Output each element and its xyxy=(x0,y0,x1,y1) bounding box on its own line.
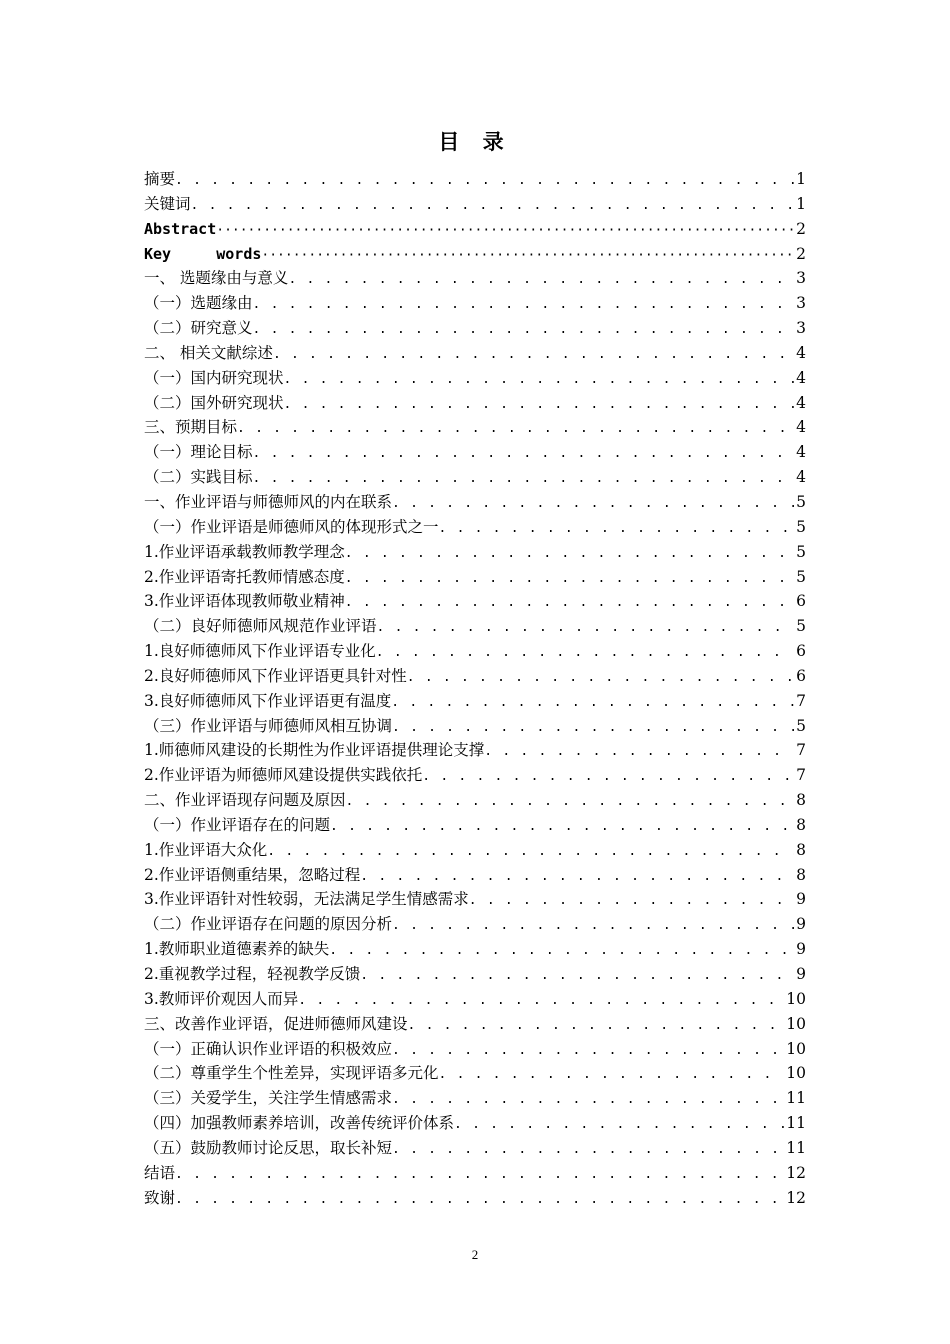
toc-leader-dots xyxy=(360,865,794,888)
table-of-contents xyxy=(144,167,806,1210)
toc-leader-dots xyxy=(191,194,795,217)
toc-entry-page: 1 xyxy=(796,194,806,213)
toc-leader-dots xyxy=(273,343,794,366)
toc-entry xyxy=(144,540,806,565)
toc-entry xyxy=(144,987,806,1012)
toc-entry xyxy=(144,714,806,739)
toc-entry-page: 4 xyxy=(796,393,806,412)
toc-entry-title: （一）作业评语存在的问题 xyxy=(144,815,331,834)
toc-entry xyxy=(144,291,806,316)
toc-leader-dots xyxy=(422,765,794,788)
toc-leader-dots xyxy=(469,889,794,912)
toc-leader-dots xyxy=(175,169,794,192)
toc-entry-page: 4 xyxy=(796,343,806,362)
toc-entry-title: Abstract xyxy=(144,219,217,238)
toc-entry xyxy=(144,440,806,465)
toc-entry xyxy=(144,515,806,540)
toc-leader-dots xyxy=(439,1063,785,1086)
toc-entry xyxy=(144,316,806,341)
toc-entry xyxy=(144,838,806,863)
toc-leader-dots xyxy=(376,641,794,664)
toc-entry-page: 9 xyxy=(796,890,806,909)
toc-entry-page: 5 xyxy=(796,517,806,536)
toc-entry-title: （二）国外研究现状 xyxy=(144,393,284,412)
toc-title: 目 录 xyxy=(438,130,512,154)
toc-leader-dots xyxy=(261,244,794,267)
toc-leader-dots xyxy=(175,1163,784,1186)
toc-entry xyxy=(144,738,806,763)
toc-leader-dots xyxy=(408,1014,785,1037)
toc-leader-dots xyxy=(253,293,795,316)
toc-entry-page: 11 xyxy=(786,1089,806,1108)
toc-entry-title: 3.教师评价观因人而异 xyxy=(144,989,299,1008)
toc-leader-dots xyxy=(253,318,795,341)
toc-leader-dots xyxy=(392,492,794,515)
toc-entry xyxy=(144,614,806,639)
toc-entry-page: 7 xyxy=(796,741,806,760)
toc-entry-page: 5 xyxy=(796,542,806,561)
toc-entry-page: 7 xyxy=(796,691,806,710)
toc-entry-page: 8 xyxy=(796,865,806,884)
toc-entry xyxy=(144,1186,806,1211)
toc-entry-title: （二）作业评语存在问题的原因分析 xyxy=(144,915,393,934)
toc-entry-title: 2.作业评语侧重结果，忽略过程 xyxy=(144,865,361,884)
toc-entry-title: 三、改善作业评语，促进师德师风建设 xyxy=(144,1014,408,1033)
toc-entry-page: 5 xyxy=(796,492,806,511)
toc-entry-page: 2 xyxy=(796,219,806,238)
toc-entry-page: 1 xyxy=(796,170,806,188)
toc-entry-title: 致谢 xyxy=(144,1188,176,1207)
toc-entry-title: 2.重视教学过程，轻视教学反馈 xyxy=(144,965,361,983)
toc-entry-title: （一）作业评语是师德师风的体现形式之一 xyxy=(144,517,439,536)
toc-entry xyxy=(144,341,806,366)
toc-entry-title: 一、 选题缘由与意义 xyxy=(144,269,289,288)
toc-leader-dots xyxy=(329,939,794,962)
toc-entry xyxy=(144,1061,806,1086)
toc-entry xyxy=(144,192,806,217)
toc-entry xyxy=(144,266,806,291)
toc-entry-page: 11 xyxy=(786,1114,806,1133)
toc-entry-page: 5 xyxy=(796,567,806,586)
toc-entry xyxy=(144,565,806,590)
toc-entry xyxy=(144,639,806,664)
toc-entry-title: 关键词 xyxy=(144,194,191,213)
toc-entry-title: （一）正确认识作业评语的积极效应 xyxy=(144,1039,393,1058)
toc-entry-page: 8 xyxy=(796,815,806,834)
toc-entry xyxy=(144,962,806,987)
toc-entry xyxy=(144,366,806,391)
toc-leader-dots xyxy=(484,740,794,763)
toc-leader-dots xyxy=(345,591,794,614)
toc-leader-dots xyxy=(345,542,794,565)
toc-leader-dots xyxy=(346,790,795,813)
toc-entry-title: （一）国内研究现状 xyxy=(144,368,284,387)
toc-entry-title: （二）良好师德师风规范作业评语 xyxy=(144,617,377,636)
toc-entry-page: 4 xyxy=(796,468,806,487)
toc-entry-title: （二）尊重学生个性差异，实现评语多元化 xyxy=(144,1064,439,1083)
toc-entry-title: 1.良好师德师风下作业评语专业化 xyxy=(144,642,376,661)
toc-entry xyxy=(144,415,806,440)
toc-entry xyxy=(144,912,806,937)
toc-leader-dots xyxy=(253,467,795,490)
toc-entry-title: （一）理论目标 xyxy=(144,443,253,462)
toc-leader-dots xyxy=(392,1138,784,1161)
toc-entry xyxy=(144,689,806,714)
page-number: 2 xyxy=(471,1247,479,1262)
toc-entry xyxy=(144,1136,806,1161)
toc-entry-title: （一）选题缘由 xyxy=(144,294,253,313)
toc-entry xyxy=(144,490,806,515)
toc-entry xyxy=(144,167,806,192)
toc-entry-page: 8 xyxy=(796,791,806,810)
toc-entry-title: 3.作业评语体现教师敬业精神 xyxy=(144,592,345,611)
toc-entry-title: 2.作业评语寄托教师情感态度 xyxy=(144,567,345,586)
toc-leader-dots xyxy=(267,840,794,863)
toc-leader-dots xyxy=(175,1188,784,1211)
toc-entry xyxy=(144,1161,806,1186)
toc-entry xyxy=(144,813,806,838)
toc-entry xyxy=(144,1012,806,1037)
toc-entry xyxy=(144,937,806,962)
toc-leader-dots xyxy=(392,914,794,937)
toc-entry-page: 3 xyxy=(796,294,806,313)
toc-entry-page: 10 xyxy=(786,989,806,1008)
toc-entry-title: 一、作业评语与师德师风的内在联系 xyxy=(144,492,393,511)
toc-entry-page: 4 xyxy=(796,418,806,437)
toc-leader-dots xyxy=(345,567,794,590)
toc-entry-title: Key words xyxy=(144,244,262,263)
toc-entry-page: 6 xyxy=(796,666,806,685)
toc-entry-title: （三）关爱学生，关注学生情感需求 xyxy=(144,1089,393,1108)
toc-entry-title: 1.作业评语大众化 xyxy=(144,840,268,859)
toc-leader-dots xyxy=(284,368,795,391)
toc-leader-dots xyxy=(454,1113,784,1136)
toc-entry xyxy=(144,1086,806,1111)
toc-leader-dots xyxy=(377,616,795,639)
toc-entry xyxy=(144,391,806,416)
toc-entry-page: 5 xyxy=(796,716,806,735)
toc-entry xyxy=(144,664,806,689)
toc-entry-page: 6 xyxy=(796,592,806,611)
toc-entry-page: 12 xyxy=(786,1163,806,1182)
toc-leader-dots xyxy=(216,219,794,242)
toc-entry-title: （三）作业评语与师德师风相互协调 xyxy=(144,716,393,735)
toc-entry-page: 4 xyxy=(796,443,806,462)
toc-entry-title: 结语 xyxy=(144,1163,176,1182)
toc-entry-title: （二）研究意义 xyxy=(144,319,253,338)
toc-entry-title: 1.师德师风建设的长期性为作业评语提供理论支撑 xyxy=(144,741,485,760)
toc-entry-title: 2.作业评语为师德师风建设提供实践依托 xyxy=(144,766,423,785)
toc-leader-dots xyxy=(392,1039,784,1062)
toc-entry-page: 6 xyxy=(796,642,806,661)
toc-entry xyxy=(144,788,806,813)
toc-entry-title: 1.作业评语承载教师教学理念 xyxy=(144,542,345,561)
toc-entry-page: 3 xyxy=(796,319,806,338)
toc-entry-title: （五）鼓励教师讨论反思，取长补短 xyxy=(144,1138,393,1157)
toc-leader-dots xyxy=(288,268,794,291)
toc-entry xyxy=(144,217,806,242)
toc-entry-title: 3.作业评语针对性较弱，无法满足学生情感需求 xyxy=(144,890,469,909)
toc-entry-page: 8 xyxy=(796,840,806,859)
toc-leader-dots xyxy=(253,442,795,465)
toc-entry-title: 摘要 xyxy=(144,170,176,188)
toc-entry-page: 12 xyxy=(786,1188,806,1207)
toc-entry-page: 10 xyxy=(786,1064,806,1083)
toc-leader-dots xyxy=(298,989,784,1012)
toc-entry-title: 二、 相关文献综述 xyxy=(144,343,273,362)
toc-entry xyxy=(144,242,806,267)
toc-leader-dots xyxy=(407,666,794,689)
toc-entry-page: 9 xyxy=(796,940,806,959)
toc-entry-page: 11 xyxy=(786,1138,806,1157)
toc-entry-page: 3 xyxy=(796,269,806,288)
toc-entry xyxy=(144,589,806,614)
toc-entry-page: 7 xyxy=(796,766,806,785)
toc-leader-dots xyxy=(330,815,794,838)
toc-entry-page: 2 xyxy=(796,244,806,263)
toc-entry xyxy=(144,1037,806,1062)
toc-leader-dots xyxy=(392,716,794,739)
toc-leader-dots xyxy=(284,393,795,416)
toc-entry-page: 5 xyxy=(796,617,806,636)
toc-entry xyxy=(144,465,806,490)
toc-entry-page: 4 xyxy=(796,368,806,387)
toc-leader-dots xyxy=(237,417,794,440)
toc-leader-dots xyxy=(360,964,794,987)
toc-entry-title: （四）加强教师素养培训，改善传统评价体系 xyxy=(144,1114,455,1133)
toc-entry-title: 3.良好师德师风下作业评语更有温度 xyxy=(144,691,392,710)
toc-leader-dots xyxy=(439,517,795,540)
toc-entry xyxy=(144,1111,806,1136)
toc-entry-title: 二、作业评语现存问题及原因 xyxy=(144,791,346,810)
toc-entry-title: （二）实践目标 xyxy=(144,468,253,487)
toc-entry-page: 9 xyxy=(796,915,806,934)
toc-leader-dots xyxy=(392,1088,784,1111)
toc-entry-page: 10 xyxy=(786,1014,806,1033)
toc-entry-title: 三、预期目标 xyxy=(144,418,238,437)
toc-entry xyxy=(144,863,806,888)
toc-entry-page: 9 xyxy=(796,965,806,983)
toc-entry-page: 10 xyxy=(786,1039,806,1058)
toc-entry-title: 1.教师职业道德素养的缺失 xyxy=(144,940,330,959)
toc-entry xyxy=(144,887,806,912)
toc-entry xyxy=(144,763,806,788)
toc-leader-dots xyxy=(391,691,794,714)
toc-entry-title: 2.良好师德师风下作业评语更具针对性 xyxy=(144,666,407,685)
